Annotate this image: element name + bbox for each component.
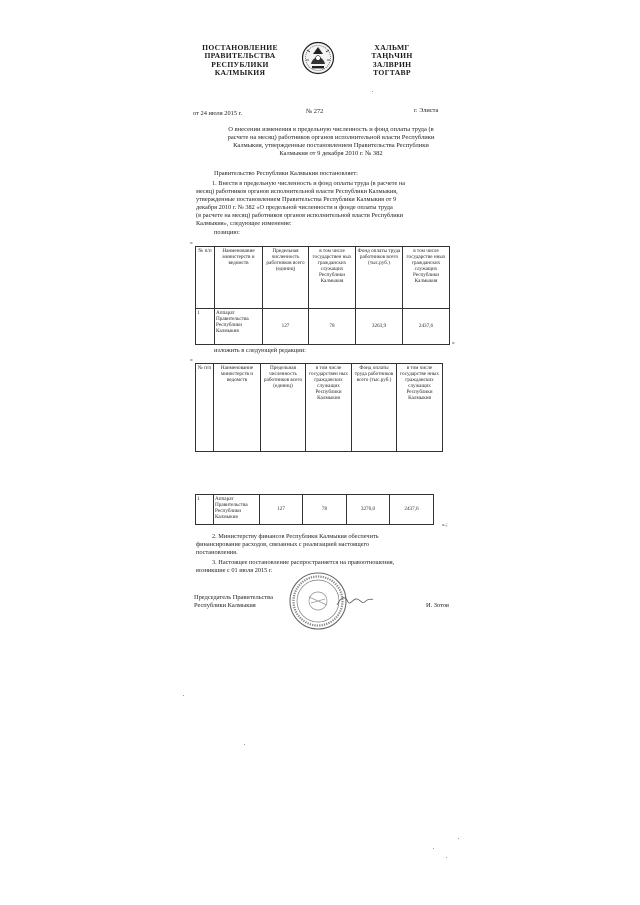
item-2-paragraph xyxy=(196,533,448,557)
item-3-line: возникшие с 01 июля 2015 г. xyxy=(196,567,273,575)
scan-speck xyxy=(244,744,245,745)
cell-number: 1 xyxy=(196,309,215,345)
header-left-line: ПОСТАНОВЛЕНИЕ xyxy=(202,43,278,52)
signatory-position-line: Республики Калмыкия xyxy=(194,602,256,610)
restate-label: изложить в следующей редакции: xyxy=(214,347,306,354)
header-cell-limit-staff: Предельная численность работников всего (единиц) xyxy=(263,247,309,309)
cell-payroll-civil: 2437,6 xyxy=(403,309,450,345)
document-date: от 24 июля 2015 г. xyxy=(193,110,243,117)
coat-of-arms-emblem xyxy=(301,40,335,78)
header-left-line: КАЛМЫКИЯ xyxy=(214,68,266,78)
title-line: О внесении изменения в предельную численность и фонд оплаты труда (в xyxy=(228,126,434,133)
item-1-line: декабря 2010 г. № 382 «О предельной численности и фонде оплаты труда xyxy=(196,204,393,212)
header-cell-civil-servants: в том числе государствен ных гражданских служащих Республики Калмыкия xyxy=(309,247,356,309)
document-number: № 272 xyxy=(306,108,324,115)
table-header-row xyxy=(196,247,450,309)
scan-speck xyxy=(183,695,184,696)
header-cell-civil-servants: в том числе государствен ных гражданских служащих Республики Калмыкия xyxy=(306,364,352,452)
cell-payroll-civil: 2437,6 xyxy=(390,495,434,525)
title-line: Калмыкия от 9 декабря 2010 г. № 382 xyxy=(279,150,383,158)
item-2-line: финансирование расходов, связанных с реализацией настоящего xyxy=(196,541,370,549)
scan-speck xyxy=(372,91,373,92)
header-right-line: ТОГТАВР xyxy=(373,68,411,78)
header-cell-limit-staff: Предельная численность работников всего (единиц) xyxy=(261,364,306,452)
cell-payroll: 3276,0 xyxy=(347,495,390,525)
item-1-line: Калмыкия», следующее изменение: xyxy=(196,220,292,228)
cell-ministry: Аппарат Правительства Республики Калмыкия xyxy=(215,309,263,345)
cell-civil-servants: 78 xyxy=(309,309,356,345)
cell-limit-staff: 127 xyxy=(260,495,303,525)
header-left xyxy=(196,44,284,78)
item-1-line: месяц) работников органов исполнительной власти Республики Калмыкия, xyxy=(196,188,398,196)
table-row xyxy=(196,309,450,345)
header-left-line: ПРАВИТЕЛЬСТВА xyxy=(204,51,276,61)
table-new-position-row xyxy=(195,494,434,525)
position-label: позицию: xyxy=(214,229,240,236)
item-3-line: 3. Настоящее постановление распространяется на правоотношения, xyxy=(212,559,395,566)
scan-speck xyxy=(433,848,434,849)
table-current-position xyxy=(195,246,450,345)
quote-close-mark: » xyxy=(452,340,455,346)
header-cell-ministry: Наименование министерств и ведомств xyxy=(214,364,261,452)
header-cell-payroll-civil: в том числе государстве нных гражданских служащих Республики Калмыкия xyxy=(397,364,443,452)
quote-open-mark-2: « xyxy=(190,357,193,363)
table-row xyxy=(196,495,434,525)
document-city: г. Элиста xyxy=(414,107,439,114)
quote-open-mark: « xyxy=(190,240,193,246)
title-line: Калмыкия, утвержденные постановлением Правительства Республики xyxy=(233,142,429,150)
title-line: расчете на месяц) работников органов исполнительной власти Республики xyxy=(227,134,435,142)
signatory-position-line: Председатель Правительства xyxy=(194,594,273,601)
cell-ministry: Аппарат Правительства Республики Калмыкия xyxy=(214,495,260,525)
header-cell-payroll: Фонд оплаты труда работников всего (тыс.руб.) xyxy=(352,364,397,452)
signatory-name: И. Зотов xyxy=(426,602,450,609)
document-title xyxy=(196,126,466,158)
scan-speck xyxy=(446,857,447,858)
signatory-position xyxy=(194,594,273,610)
header-right-line: ТАҢҺЧИН xyxy=(371,51,413,61)
table-header-row xyxy=(196,364,443,452)
intro-text: Правительство Республики Калмыкия постановляет: xyxy=(214,170,358,177)
item-1-line: (в расчете на месяц) работников органов исполнительной власти Республики xyxy=(196,212,404,220)
quote-close-mark-2: ».; xyxy=(442,522,448,528)
item-1-line: 1. Внести в предельную численность и фонд оплаты труда (в расчете на xyxy=(212,180,406,187)
header-cell-ministry: Наименование министерств и ведомств xyxy=(215,247,263,309)
header-left-line: РЕСПУБЛИКИ xyxy=(211,59,269,69)
item-2-line: постановления. xyxy=(196,549,238,557)
header-cell-number: № п/п xyxy=(196,364,214,452)
cell-limit-staff: 127 xyxy=(263,309,309,345)
item-1-paragraph xyxy=(196,180,451,229)
cell-civil-servants: 78 xyxy=(303,495,347,525)
header-cell-payroll-civil: в том числе государстве нных гражданских служащих Республики Калмыкия xyxy=(403,247,450,309)
item-2-line: 2. Министерству финансов Республики Калмыкия обеспечить xyxy=(212,533,379,540)
cell-payroll: 3263,9 xyxy=(356,309,403,345)
handwritten-signature xyxy=(335,593,375,609)
table-new-position-header xyxy=(195,363,443,452)
header-right-line: ХАЛЬМГ xyxy=(374,43,410,52)
header-cell-payroll: Фонд оплаты труда работников всего (тыс.руб.) xyxy=(356,247,403,309)
header-right xyxy=(352,44,432,78)
header-right-line: ЗАЛВРИН xyxy=(372,59,412,69)
item-1-line: утвержденные постановлением Правительства Республики Калмыкия от 9 xyxy=(196,196,397,204)
header-cell-number: № п/п xyxy=(196,247,215,309)
cell-number: 1 xyxy=(196,495,214,525)
scan-speck xyxy=(458,838,459,839)
